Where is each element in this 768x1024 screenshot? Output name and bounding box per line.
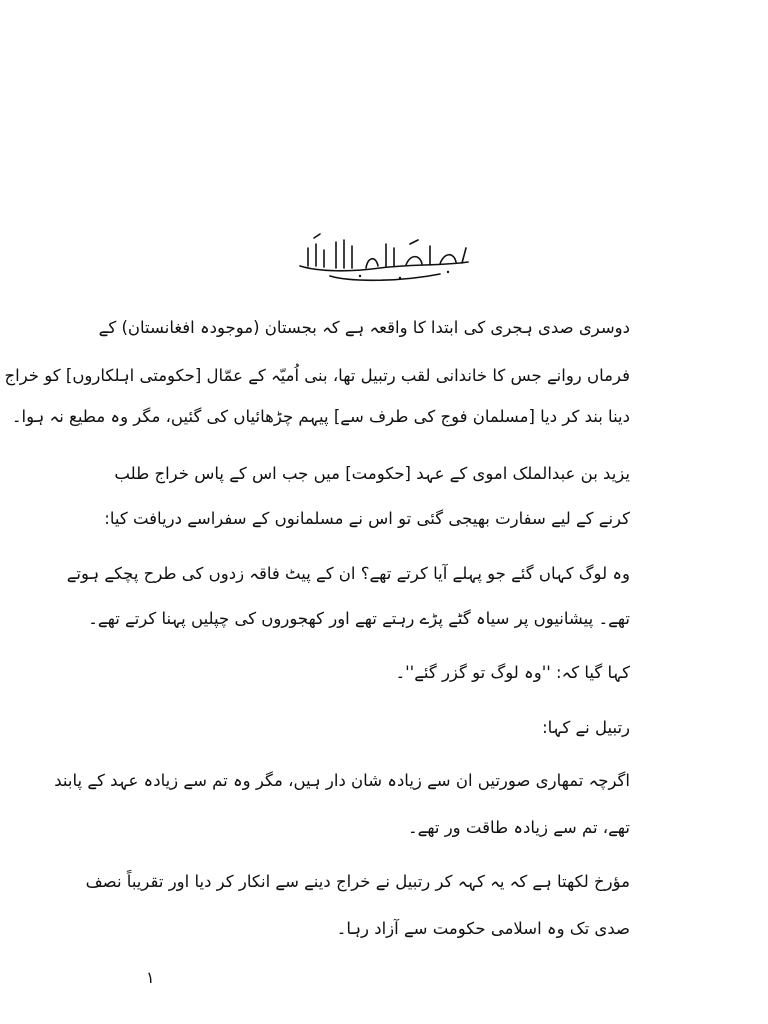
paragraph-5-line-1: رتبیل نے کہا: [542, 718, 630, 737]
paragraph-3-line-1: وہ لوگ کہاں گئے جو پہلے آیا کرتے تھے؟ ان کے پیٹ فاقہ زدوں کی طرح پچکے ہوتے [66, 564, 630, 583]
paragraph-1-line-1: دوسری صدی ہجری کی ابتدا کا واقعہ ہے کہ بجستان (موجودہ افغانستان) کے [98, 318, 630, 337]
page-number: ١ [146, 968, 155, 987]
basmala-calligraphy-icon [290, 226, 480, 288]
paragraph-7-line-2: صدی تک وہ اسلامی حکومت سے آزاد رہا۔ [336, 919, 630, 938]
paragraph-1-line-3: دینا بند کر دیا [مسلمان فوج کی طرف سے] پیہم چڑھائیاں کی گئیں، مگر وہ مطیع نہ ہوا۔ [11, 407, 630, 426]
paragraph-6-line-2: تھے، تم سے زیادہ طاقت ور تھے۔ [407, 818, 630, 837]
paragraph-2-line-1: یزید بن عبدالملک اموی کے عہد [حکومت] میں جب اس کے پاس خراج طلب [114, 464, 630, 483]
paragraph-2-line-2: کرنے کے لیے سفارت بھیجی گئی تو اس نے مسلمانوں کے سفراسے دریافت کیا: [104, 509, 630, 528]
paragraph-3-line-2: تھے۔ پیشانیوں پر سیاہ گٹے پڑے رہتے تھے اور کھجوروں کی چپلیں پہنا کرتے تھے۔ [88, 609, 630, 628]
paragraph-6-line-1: اگرچہ تمھاری صورتیں ان سے زیادہ شان دار ہیں، مگر وہ تم سے زیادہ عہد کے پابند [54, 771, 630, 790]
paragraph-1-line-2: فرماں روانے جس کا خاندانی لقب رتبیل تھا، بنی اُمیّہ کے عمّال [حکومتی اہلکاروں] کو خراج [4, 366, 630, 385]
paragraph-7-line-1: مؤرخ لکھتا ہے کہ یہ کہہ کر رتبیل نے خراج دینے سے انکار کر دیا اور تقریباً نصف [85, 872, 630, 891]
basmala-calligraphy [290, 226, 480, 288]
paragraph-4-line-1: کہا گیا کہ: ''وہ لوگ تو گزر گئے''۔ [395, 663, 630, 682]
